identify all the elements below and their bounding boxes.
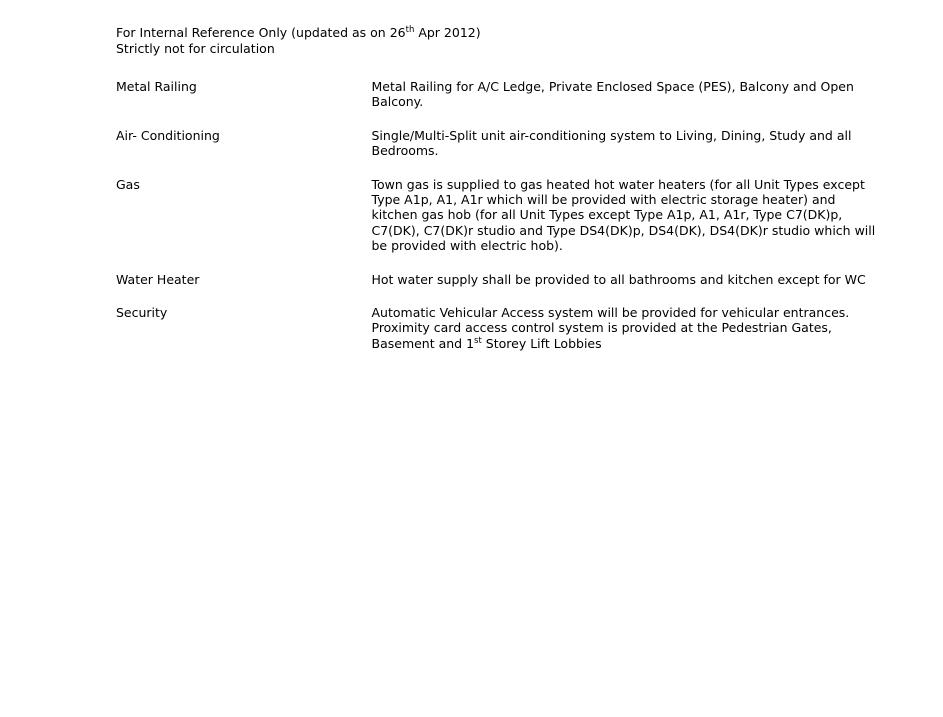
document-header — [116, 25, 481, 56]
row-description — [372, 263, 877, 296]
row-description-paragraph: Metal Railing for A/C Ledge, Private Enclosed Space (PES), Balcony and Open Balcony. — [371, 79, 854, 110]
row-description — [372, 70, 877, 119]
specification-table — [116, 70, 876, 360]
table-row — [116, 168, 876, 263]
row-description-paragraph: Hot water supply shall be provided to all bathrooms and kitchen except for WC — [371, 271, 866, 287]
row-description-paragraph-rich — [372, 320, 877, 351]
header-line-1-pre: For Internal Reference Only (updated as on 26 — [116, 25, 406, 40]
table-row — [116, 296, 876, 360]
header-line-1-superscript: th — [405, 24, 415, 35]
row-description — [372, 296, 877, 360]
rich-pre: Proximity card access control system is provided at the Pedestrian Gates, Basement and 1 — [371, 320, 832, 351]
row-label: Water Heater — [116, 271, 200, 287]
row-label: Metal Railing — [116, 79, 197, 94]
header-line-1-post: Apr 2012) — [414, 25, 481, 40]
row-label: Security — [116, 305, 168, 321]
row-description-paragraph: Automatic Vehicular Access system will be provided for vehicular entrances. — [371, 305, 850, 321]
row-description-paragraph: Single/Multi-Split unit air-conditioning system to Living, Dining, Study and all Bedrooms. — [371, 127, 852, 159]
row-description — [372, 168, 877, 263]
row-label: Air- Conditioning — [116, 127, 220, 143]
rich-superscript: st — [474, 335, 482, 346]
row-label: Gas — [116, 176, 140, 192]
table-row — [116, 119, 876, 168]
header-line-2: Strictly not for circulation — [116, 40, 275, 56]
row-description — [372, 119, 877, 168]
header-line-1 — [116, 25, 481, 41]
rich-post: Storey Lift Lobbies — [481, 335, 602, 351]
table-row — [116, 263, 876, 296]
table-row — [116, 70, 876, 119]
row-description-paragraph: Town gas is supplied to gas heated hot water heaters (for all Unit Types except Type A1p, A1, A1r which will be provided with electric storage heater) and kitchen gas hob (for all Unit Types except Type A1p, A1, A1r, Type C7(DK)p, C7(DK), C7(DK)r studio and Type DS4(DK)p, DS4(DK), DS4(DK)r studio which will be provided with electric hob). — [371, 176, 876, 254]
